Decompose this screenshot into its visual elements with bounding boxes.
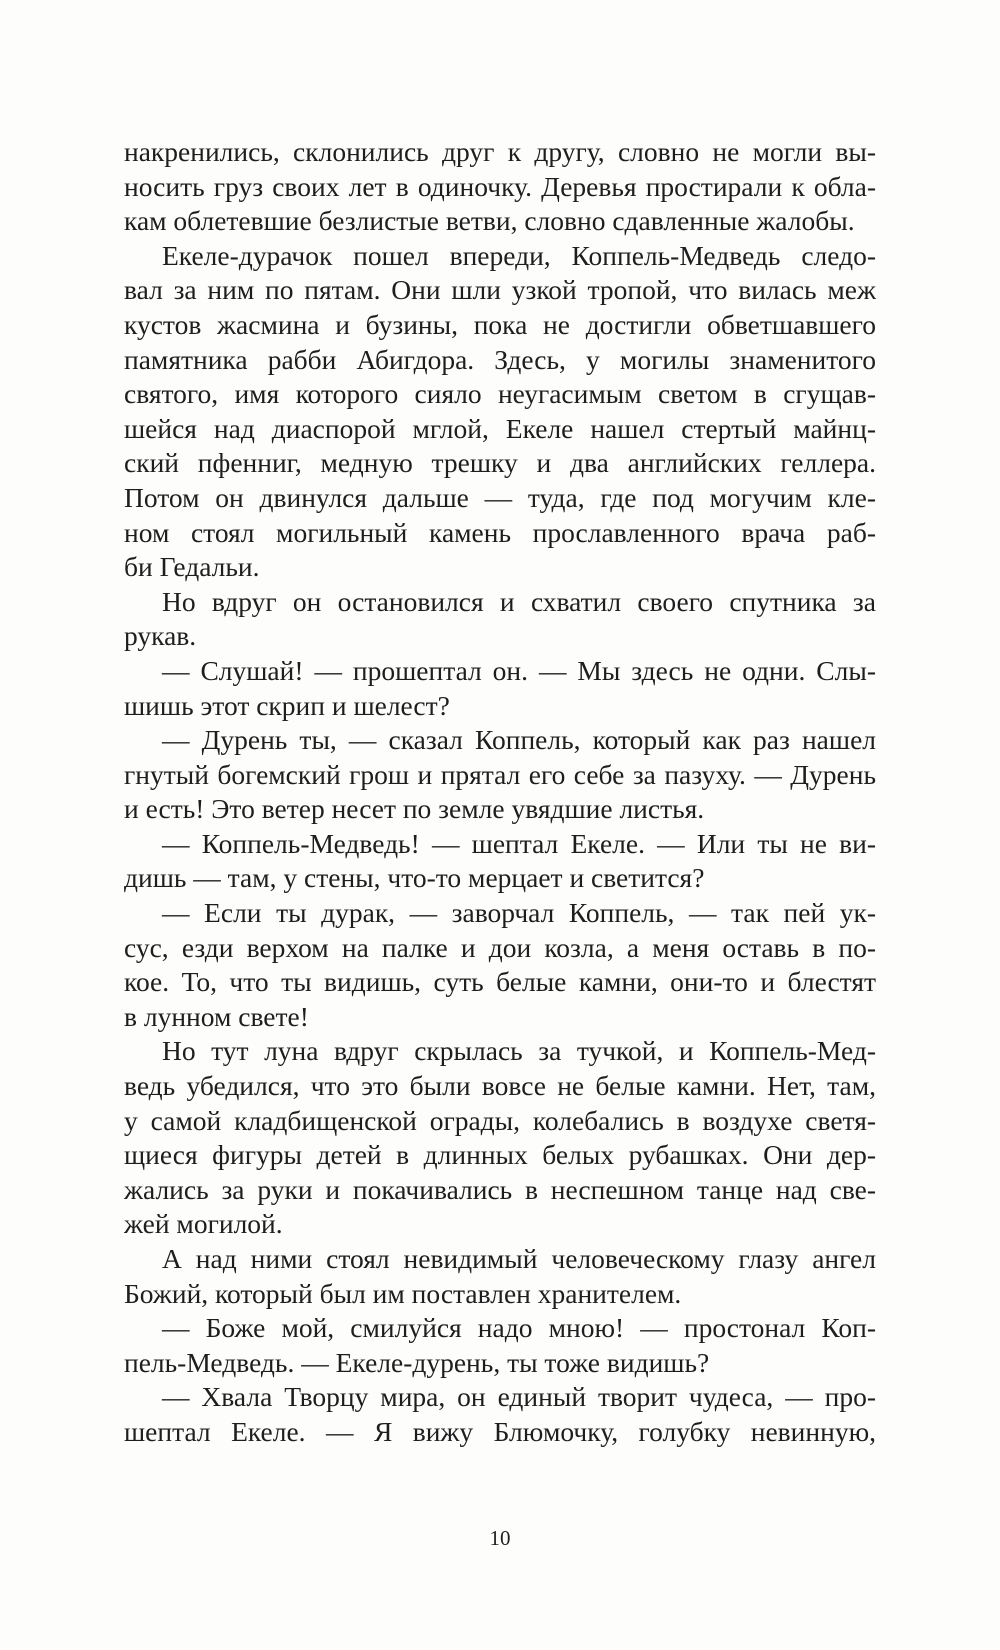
page-number: 10 <box>489 1526 511 1550</box>
text-line: сус, езди верхом на палке и дои козла, а меня оставь в по- <box>124 931 876 963</box>
text-line: памятника рабби Абигдора. Здесь, у могилы знаменитого <box>124 343 876 375</box>
text-line: кам облетевшие безлистые ветви, словно сдавленные жалобы. <box>124 205 855 237</box>
body-text <box>124 135 876 1450</box>
text-line: — Дурень ты, — сказал Коппель, который как раз нашел <box>162 724 876 756</box>
text-line: ном стоял могильный камень прославленного врача раб- <box>124 516 876 548</box>
text-line: шишь этот скрип и шелест? <box>124 689 450 721</box>
text-line: святого, имя которого сияло неугасимым светом в сгущав- <box>124 378 876 410</box>
text-line: — Боже мой, смилуйся надо мною! — простонал Коп- <box>162 1312 876 1344</box>
text-line: — Хвала Творцу мира, он единый творит чудеса, — про- <box>162 1381 876 1413</box>
text-line: шейся над диаспорой мглой, Екеле нашел стертый майнц- <box>124 412 876 444</box>
text-line: щиеся фигуры детей в длинных белых рубашках. Они дер- <box>124 1139 876 1171</box>
text-line: жались за руки и покачивались в неспешном танце над све- <box>124 1173 876 1205</box>
text-line: шептал Екеле. — Я вижу Блюмочку, голубку невинную, <box>124 1415 876 1447</box>
text-line: ский пфенниг, медную трешку и два английских геллера. <box>124 447 876 479</box>
text-line: Но тут луна вдруг скрылась за тучкой, и Коппель-Мед- <box>162 1035 876 1067</box>
text-line: носить груз своих лет в одиночку. Деревья простирали к обла- <box>124 170 876 202</box>
text-line: жей могилой. <box>124 1208 283 1240</box>
text-line: Божий, который был им поставлен хранителем. <box>124 1277 682 1309</box>
text-line: вал за ним по пятам. Они шли узкой тропой, что вилась меж <box>124 274 876 306</box>
text-line: дишь — там, у стены, что-то мерцает и светится? <box>124 862 705 894</box>
text-line: А над ними стоял невидимый человеческому глазу ангел <box>162 1243 876 1274</box>
text-line: гнутый богемский грош и прятал его себе за пазуху. — Дурень <box>124 758 876 790</box>
text-line: пель-Медведь. — Екеле-дурень, ты тоже видишь? <box>124 1346 710 1378</box>
text-line: у самой кладбищенской ограды, колебались в воздухе светя- <box>124 1104 876 1136</box>
text-line: кустов жасмина и бузины, пока не достигли обветшавшего <box>124 308 876 340</box>
text-line: — Если ты дурак, — заворчал Коппель, — так пей ук- <box>162 897 876 929</box>
text-line: рукав. <box>124 620 197 652</box>
text-line: кое. То, что ты видишь, суть белые камни, они-то и блестят <box>124 966 876 998</box>
text-line: би Гедальи. <box>124 551 260 583</box>
text-line: в лунном свете! <box>124 1000 309 1032</box>
text-line: Екеле-дурачок пошел впереди, Коппель-Медведь следо- <box>162 239 876 271</box>
text-line: ведь убедился, что это были вовсе не белые камни. Нет, там, <box>124 1070 876 1102</box>
text-line: и есть! Это ветер несет по земле увядшие листья. <box>124 793 705 825</box>
text-line: Но вдруг он остановился и схватил своего спутника за <box>162 585 876 617</box>
text-line: — Слушай! — прошептал он. — Мы здесь не одни. Слы- <box>162 654 876 686</box>
text-line: накренились, склонились друг к другу, словно не могли вы- <box>124 136 876 167</box>
text-line: — Коппель-Медведь! — шептал Екеле. — Или ты не ви- <box>162 827 876 859</box>
text-line: Потом он двинулся дальше — туда, где под могучим кле- <box>124 481 876 513</box>
